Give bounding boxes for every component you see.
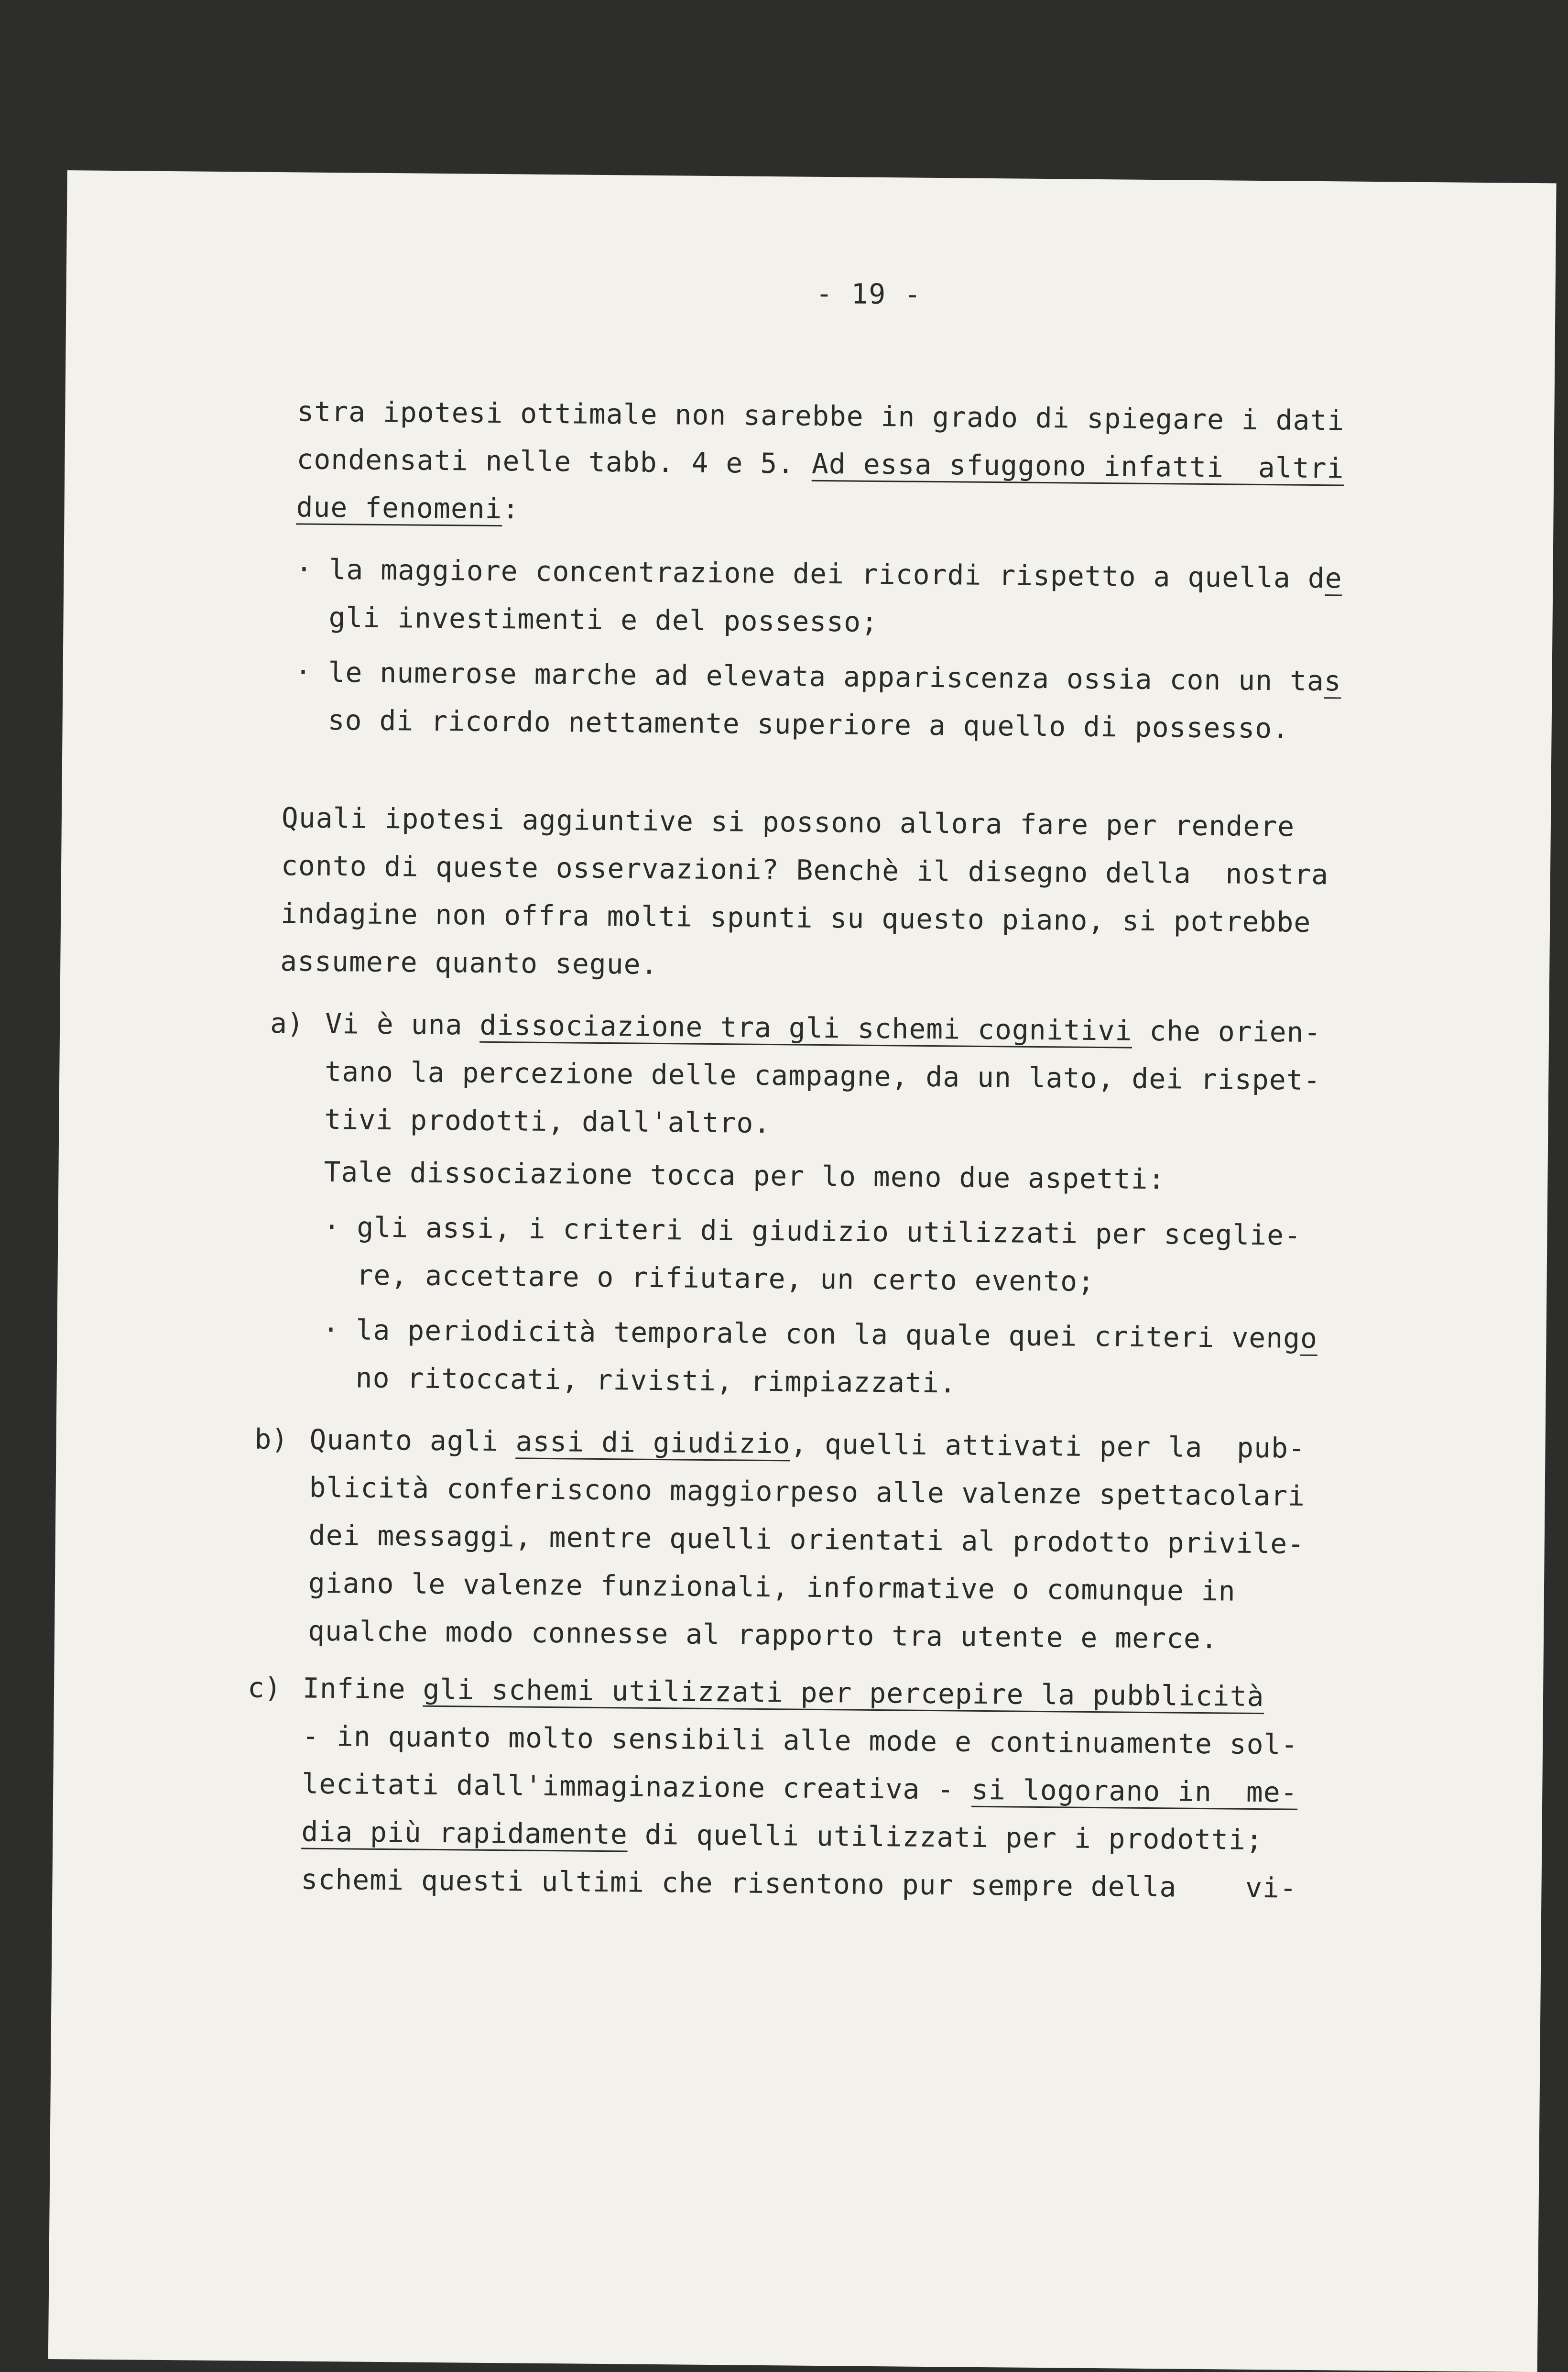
underlined-char: o — [1300, 1322, 1318, 1355]
list-item-1-line-1 — [329, 553, 1342, 595]
list-text: le numerose marche ad elevata appariscenza ossia con un ta — [328, 656, 1325, 698]
underlined-phrase: Ad essa sfuggono infatti altri — [811, 447, 1344, 485]
point-b-text: Quanto agli — [309, 1423, 516, 1458]
point-a-text: che orien- — [1132, 1014, 1321, 1049]
point-c-line-5: schemi questi ultimi che risentono pur sempre della vi- — [301, 1863, 1297, 1904]
underlined-phrase: dissociazione tra gli schemi cognitivi — [479, 1008, 1132, 1047]
point-a-text: la periodicità temporale con la quale quei criteri veng — [356, 1313, 1301, 1355]
page-number: - 19 - — [816, 277, 922, 311]
intro-line-3 — [296, 490, 520, 525]
point-a-line-1 — [325, 1007, 1321, 1049]
bullet: · — [323, 1210, 340, 1244]
point-a-sub-1-line-1: gli assi, i criteri di giudizio utilizzati per sceglie- — [357, 1211, 1302, 1252]
underlined-phrase: gli schemi utilizzati per percepire la pubblicità — [423, 1672, 1264, 1713]
intro-line-1: stra ipotesi ottimale non sarebbe in grado di spiegare i dati — [297, 395, 1345, 437]
point-c-line-4 — [301, 1815, 1263, 1857]
point-a-line-2: tano la percezione delle campagne, da un lato, dei rispet- — [325, 1055, 1321, 1097]
point-b-line-2: blicità conferiscono maggiorpeso alle valenze spettacolari — [309, 1471, 1306, 1512]
underlined-phrase: dia più rapidamente — [301, 1815, 628, 1851]
bullet: · — [294, 656, 312, 689]
point-b-line-5: qualche modo connesse al rapporto tra utente e merce. — [307, 1614, 1219, 1655]
question-line-2: conto di queste osservazioni? Benchè il disegno della nostra — [281, 849, 1329, 891]
point-c-line-3 — [302, 1767, 1298, 1809]
point-b-line-3: dei messaggi, mentre quelli orientati al prodotto privile- — [308, 1519, 1305, 1560]
point-a-sub-2-line-1 — [356, 1313, 1318, 1355]
point-a-marker: a) — [270, 1006, 304, 1040]
point-b-marker: b) — [254, 1422, 288, 1456]
list-item-2-line-2: so di ricordo nettamente superiore a quello di possesso. — [327, 703, 1290, 745]
list-text: la maggiore concentrazione dei ricordi rispetto a quella d — [329, 553, 1326, 595]
point-a-text: Vi è una — [325, 1007, 480, 1041]
point-c-text: di quelli utilizzati per i prodotti; — [627, 1818, 1263, 1857]
point-b-line-1 — [309, 1423, 1306, 1465]
point-b-line-4: giano le valenze funzionali, informative o comunque in — [308, 1566, 1236, 1607]
point-c-marker: c) — [247, 1671, 282, 1705]
underlined-phrase: due fenomeni — [296, 491, 502, 525]
point-c-text: lecitati dall'immaginazione creativa - — [302, 1767, 972, 1806]
intro-text: : — [502, 492, 520, 525]
list-item-1-line-2: gli investimenti e del possesso; — [328, 601, 879, 638]
point-c-line-2: - in quanto molto sensibili alle mode e continuamente sol- — [302, 1719, 1298, 1761]
point-a-sub-1-line-2: re, accettare o rifiutare, un certo evento; — [356, 1258, 1095, 1298]
underlined-char: s — [1324, 665, 1342, 698]
question-line-3: indagine non offra molti spunti su questo piano, si potrebbe — [280, 897, 1311, 939]
document-page — [48, 170, 1557, 2372]
underlined-char: e — [1325, 562, 1342, 595]
bullet: · — [295, 553, 313, 586]
point-b-text: , quelli attivati per la pub- — [790, 1427, 1306, 1465]
point-a-line-3: tivi prodotti, dall'altro. — [324, 1103, 771, 1140]
point-c-line-1 — [303, 1672, 1264, 1714]
point-a-sub-2-line-2: no ritoccati, rivisti, rimpiazzati. — [355, 1361, 957, 1399]
intro-line-2 — [296, 442, 1344, 485]
question-line-1: Quali ipotesi aggiuntive si possono allora fare per rendere — [281, 801, 1295, 843]
underlined-phrase: assi di giudizio — [515, 1425, 791, 1460]
point-a-line-4: Tale dissociazione tocca per lo meno due aspetti: — [324, 1155, 1165, 1196]
list-item-2-line-1 — [328, 656, 1341, 698]
bullet: · — [322, 1313, 339, 1346]
point-c-text: Infine — [302, 1672, 423, 1705]
underlined-phrase: si logorano in me- — [971, 1773, 1298, 1809]
intro-text: condensati nelle tabb. 4 e 5. — [296, 443, 812, 480]
question-line-4: assumere quanto segue. — [280, 945, 658, 981]
